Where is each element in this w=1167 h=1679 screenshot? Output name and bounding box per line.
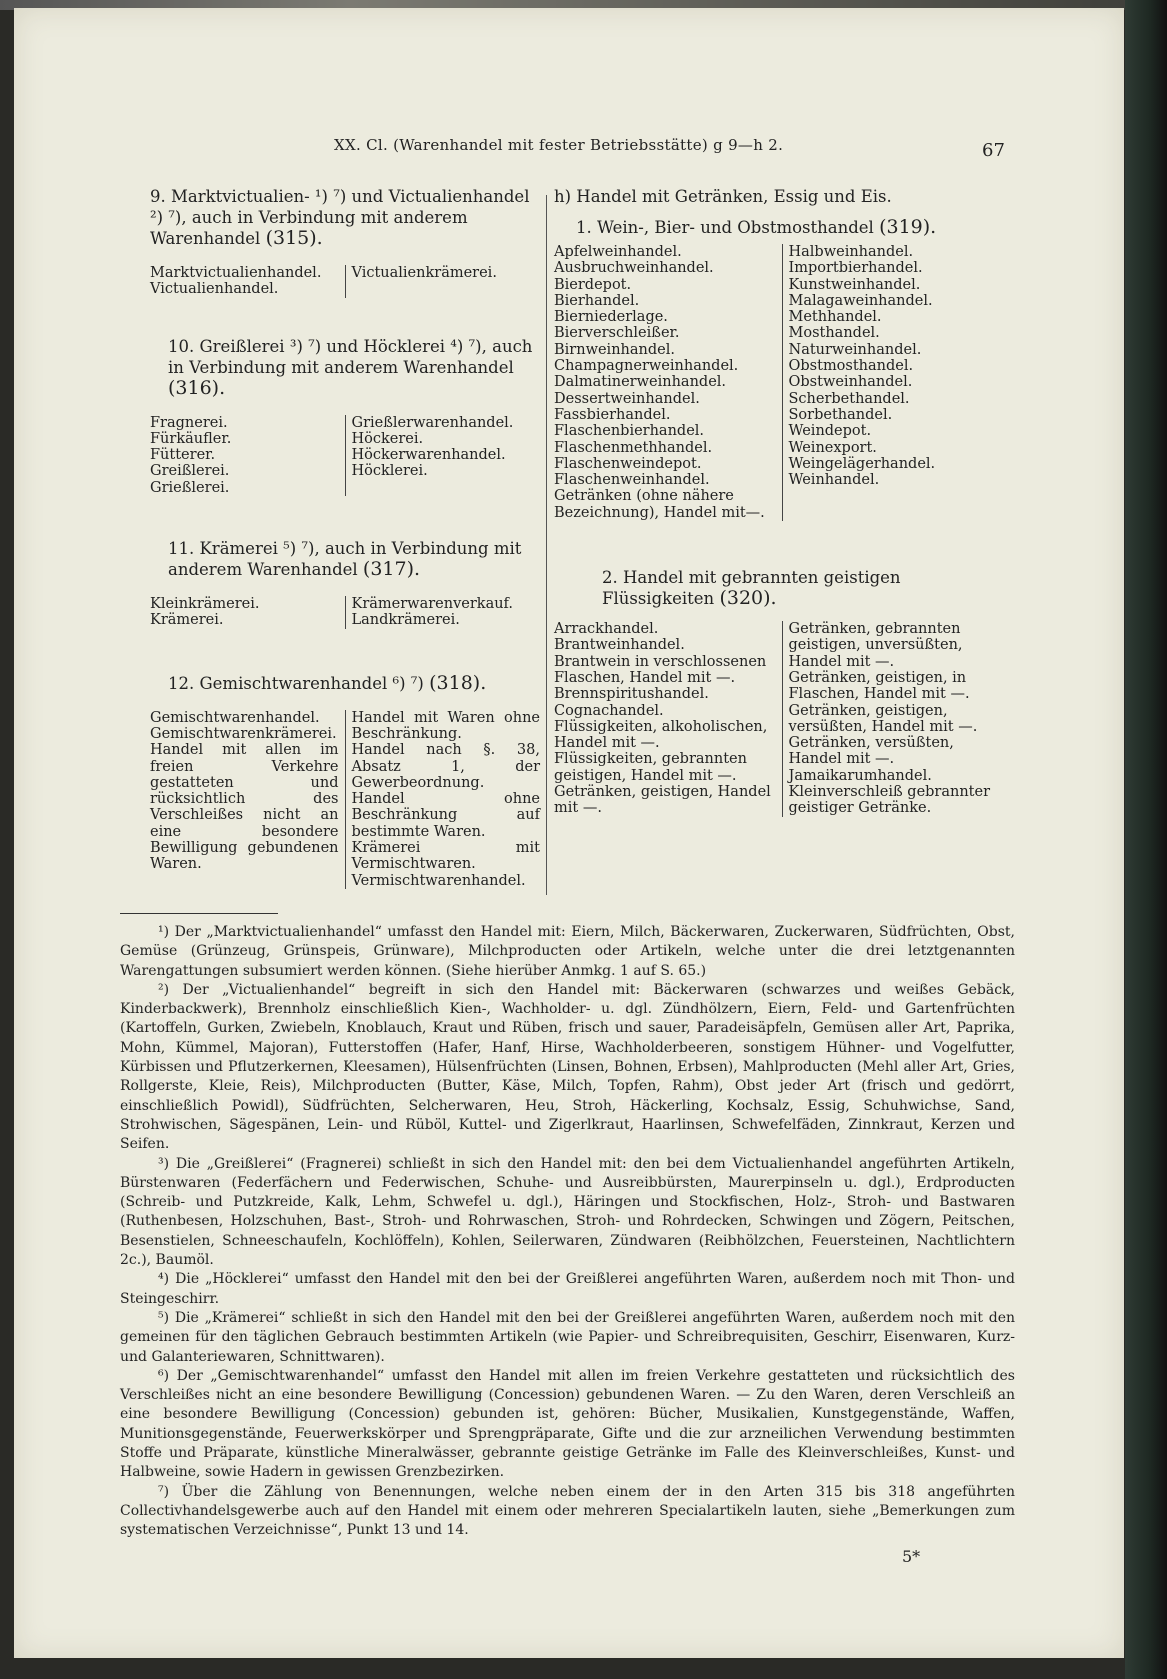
list-item: Brennspiritushandel. — [554, 686, 709, 703]
list-item: Jamaikarumhandel. — [788, 767, 932, 784]
list-item: Marktvictualienhandel. — [150, 265, 322, 281]
list-item: Flüssigkeiten, alkoholischen, Handel mit —. — [554, 718, 768, 752]
list-item: Bierverschleißer. — [554, 325, 680, 342]
list-item: Halbweinhandel. — [788, 244, 914, 260]
list-item: Greißlerei. — [150, 463, 230, 480]
list-item: Arrackhandel. — [554, 621, 659, 638]
footnote: ⁵) Die „Krämerei“ schließt in sich den Handel mit den bei der Greißlerei angeführten Waren, außerdem noch mit den gemeinen für den täglichen Gebrauch bestimmten Artikeln (wie Papier- und Schreibrequisiten, Geschirr, Eisenwaren, Kurz- und Galanteriewaren, Schnittwaren). — [120, 1309, 1015, 1365]
footnote: ⁷) Über die Zählung von Benennungen, welche neben einem der in den Arten 315 bis 318 angeführten Collectivhandelsgewerbe auch auf den Handel mit einem oder mehreren Specialartikeln lauten, siehe „Bemerkungen zum systematischen Verzeichnisse“, Punkt 13 und 14. — [120, 1483, 1015, 1539]
footnote: ²) Der „Victualienhandel“ begreift in sich den Handel mit: Bäckerwaren (schwarzes und weißes Gebäck, Kinderbackwerk), Brennholz einschließlich Kien-, Wachholder- u. dgl. Zündhölzern, Eiern, Feld- und Gartenfrüchten (Kartoffeln, Gurken, Zwiebeln, Knoblauch, Kraut und Rüben, frisch und sauer, Paradeisäpfeln, Gemüsen aller Art, Paprika, Mohn, Kümmel, Majoran), Futterstoffen (Hafer, Hanf, Hirse, Wachholderbeeren, sonstigem Hühner- und Vogelfutter, Kürbissen und Pflutzerkernen, Kleesamen), Hülsenfrüchten (Linsen, Bohnen, Erbsen), Mahlproducten (Mehl aller Art, Gries, Rollgerste, Kleie, Reis), Milchproducten (Butter, Käse, Milch, Topfen, Rahm), Obst jeder Art (frisch und gedörrt, einschließlich Powidl), Südfrüchten, Selcherwaren, Heu, Stroh, Häckerling, Kochsalz, Essig, Schuhwichse, Sand, Strohwischen, Sägespänen, Lein- und Rüböl, Kuttel- und Zigerlkraut, Haarlinsen, Schwefelfäden, Zinnkraut, Kerzen und Seifen. — [120, 981, 1015, 1153]
list-item: Cognachandel. — [554, 702, 664, 719]
list-item: Gemischtwarenhandel. — [150, 709, 320, 726]
list-item: Grießlerei. — [150, 479, 230, 496]
running-header: XX. Cl. (Warenhandel mit fester Betriebsstätte) g 9—h 2. — [334, 136, 784, 154]
list-item: Flüssigkeiten, gebrannten geistigen, Handel mit —. — [554, 751, 747, 784]
list-item: Weinexport. — [788, 439, 877, 456]
list-item: Apfelweinhandel. — [554, 244, 682, 260]
list-item: Dalmatinerweinhandel. — [554, 374, 727, 391]
section-h-heading: h) Handel mit Getränken, Essig und Eis. — [554, 187, 892, 206]
list-item: Scherbethandel. — [788, 390, 910, 407]
list-item: Mosthandel. — [788, 325, 880, 342]
footnote: ⁴) Die „Höcklerei“ umfasst den Handel mit den bei der Greißlerei angeführten Waren, außerdem noch mit Thon- und Steingeschirr. — [120, 1271, 1015, 1307]
section-h2-list — [554, 621, 1010, 817]
section-h1-list — [554, 244, 1010, 521]
column-separator — [546, 195, 547, 895]
section-11-title: 11. Krämerei ⁵) ⁷), auch in Verbindung mit anderem Warenhandel (317). — [168, 539, 522, 581]
list-item: Naturweinhandel. — [788, 341, 922, 358]
right-column — [554, 186, 1010, 817]
list-item: Ausbruchweinhandel. — [554, 260, 714, 277]
list-item: Fürkäufler. — [150, 430, 232, 447]
list-item: Krämerei mit Vermischtwaren. — [351, 840, 540, 873]
section-9-title: 9. Marktvictualien- ¹) ⁷) und Victualienhandel ²) ⁷), auch in Verbindung mit anderem Warenhandel (315). — [150, 187, 530, 249]
list-item: Victualienkrämerei. — [351, 265, 497, 281]
list-item: Grießlerwarenhandel. — [351, 414, 514, 431]
list-item: Fragnerei. — [150, 414, 228, 431]
list-item: Höcklerei. — [351, 463, 428, 480]
signature-mark: 5* — [902, 1547, 921, 1566]
list-item: Kleinverschleiß gebrannter geistiger Getränke. — [788, 784, 991, 817]
list-item: Handel mit allen im freien Verkehre gestatteten und rücksichtlich des Verschleißes nicht an eine besondere Bewilligung gebundenen Waren. — [150, 742, 339, 873]
list-item: Getränken (ohne nähere Bezeichnung), Handel mit—. — [554, 488, 765, 521]
list-item: Handel nach §. 38, Absatz 1, der Gewerbeordnung. — [351, 742, 540, 791]
list-item: Höckerwarenhandel. — [351, 447, 506, 464]
footnote: ³) Die „Greißlerei“ (Fragnerei) schließt in sich den Handel mit: den bei dem Victualienhandel angeführten Artikeln, Bürstenwaren (Federfächern und Federwischen, Schuhe- und Ausreibbürsten, Maurerpinseln u. dgl.), Erdproducten (Schreib- und Putzkreide, Kalk, Lehm, Schwefel u. dgl.), Häringen und Stockfischen, Holz-, Stroh- und Bastwaren (Ruthenbesen, Holzschuhen, Bast-, Stroh- und Rohrwaschen, Stroh- und Rohrdecken, Schwingen und Zögern, Peitschen, Besenstielen, Schneeschaufeln, Kochlöffeln), Kohlen, Seilerwaren, Zündwaren (Reibhölzchen, Feuersteinen, Nachtlichtern 2c.), Baumöl. — [120, 1155, 1015, 1269]
list-item: Obstweinhandel. — [788, 374, 913, 391]
list-item: Landkrämerei. — [351, 612, 460, 629]
list-item: Champagnerweinhandel. — [554, 358, 739, 375]
list-item: Flaschenweindepot. — [554, 455, 702, 472]
list-item: Bierhandel. — [554, 292, 640, 309]
list-item: Kunstweinhandel. — [788, 276, 921, 293]
list-item: Krämerwarenverkauf. — [351, 596, 514, 613]
list-item: Vermischtwarenhandel. — [351, 872, 526, 889]
list-item: Höckerei. — [351, 430, 424, 447]
page-number: 67 — [982, 140, 1005, 161]
list-item: Fassbierhandel. — [554, 406, 671, 423]
list-item: Weinhandel. — [788, 472, 880, 489]
list-item: Getränken, geistigen, in Flaschen, Handel mit —. — [788, 669, 970, 703]
section-h1-title: 1. Wein-, Bier- und Obstmosthandel (319). — [576, 216, 937, 238]
list-item: Flaschenmethhandel. — [554, 439, 713, 456]
footnotes — [120, 923, 1015, 1541]
list-item: Flaschenweinhandel. — [554, 472, 710, 489]
list-item: Malagaweinhandel. — [788, 292, 933, 309]
list-item: Getränken, geistigen, versüßten, Handel mit —. — [788, 702, 978, 735]
list-item: Brantweinhandel. — [554, 637, 685, 654]
list-item: Krämerei. — [150, 612, 224, 629]
list-item: Getränken, versüßten, Handel mit —. — [788, 735, 954, 768]
footnote-rule — [120, 913, 278, 914]
list-item: Getränken, gebrannten geistigen, unversüßten, Handel mit —. — [788, 621, 963, 670]
section-9-list — [150, 265, 540, 298]
list-item: Handel ohne Beschränkung auf bestimmte Waren. — [351, 791, 540, 840]
book-spine — [1125, 0, 1167, 1679]
list-item: Birnweinhandel. — [554, 341, 675, 358]
footnote: ⁶) Der „Gemischtwarenhandel“ umfasst den Handel mit allen im freien Verkehre gestatteten und rücksichtlich des Verschleißes nicht an eine besondere Bewilligung (Concession) gebundenen Waren. — Zu den Waren, deren Verschleiß an eine besondere Bewilligung (Concession) gebunden ist, gehören: Bücher, Musikalien, Kunstgegenstände, Waffen, Munitionsgegenstände, Feuerwerkskörper und Sprengpräparate, Gifte und die zur arzneilichen Verwendung bestimmten Stoffe und Präparate, künstliche Mineralwässer, gebrannte geistige Getränke im Falle des Kleinverschleißes, Kunst- und Halbweine, sowie Hadern in gewissen Grenzbezirken. — [120, 1367, 1015, 1481]
list-item: Importbierhandel. — [788, 260, 923, 277]
list-item: Fütterer. — [150, 447, 216, 464]
section-10-list — [150, 415, 540, 496]
list-item: Dessertweinhandel. — [554, 390, 700, 407]
list-item: Weindepot. — [788, 423, 872, 440]
list-item: Sorbethandel. — [788, 406, 893, 423]
left-column — [150, 186, 540, 889]
list-item: Brantwein in verschlossenen Flaschen, Handel mit —. — [554, 653, 767, 686]
section-10-title: 10. Greißlerei ³) ⁷) und Höcklerei ⁴) ⁷), auch in Verbindung mit anderem Warenhandel (316). — [168, 336, 533, 399]
list-item: Obstmosthandel. — [788, 358, 914, 375]
list-item: Weingelägerhandel. — [788, 455, 936, 472]
list-item: Bierdepot. — [554, 276, 632, 293]
list-item: Flaschenbierhandel. — [554, 423, 705, 440]
list-item: Gemischtwarenkrämerei. — [150, 725, 337, 742]
list-item: Methhandel. — [788, 309, 882, 326]
footnote: ¹) Der „Marktvictualienhandel“ umfasst den Handel mit: Eiern, Milch, Bäckerwaren, Zuckerwaren, Südfrüchten, Obst, Gemüse (Grünzeug, Grünspeis, Grünware), Milchproducten oder Artikeln, welche unter die drei letztgenannten Warengattungen subsumiert werden können. (Siehe hierüber Anmkg. 1 auf S. 65.) — [120, 924, 1015, 979]
list-item: Victualienhandel. — [150, 281, 279, 298]
list-item: Kleinkrämerei. — [150, 596, 260, 613]
section-12-title: 12. Gemischtwarenhandel ⁶) ⁷) (318). — [168, 671, 487, 694]
list-item: Getränken, geistigen, Handel mit —. — [554, 784, 771, 817]
section-11-list — [150, 596, 540, 629]
section-12-list — [150, 710, 540, 889]
list-item: Bierniederlage. — [554, 309, 668, 326]
list-item: Handel mit Waren ohne Beschränkung. — [351, 709, 540, 742]
section-h2-title: 2. Handel mit gebrannten geistigen Flüssigkeiten (320). — [602, 568, 901, 610]
